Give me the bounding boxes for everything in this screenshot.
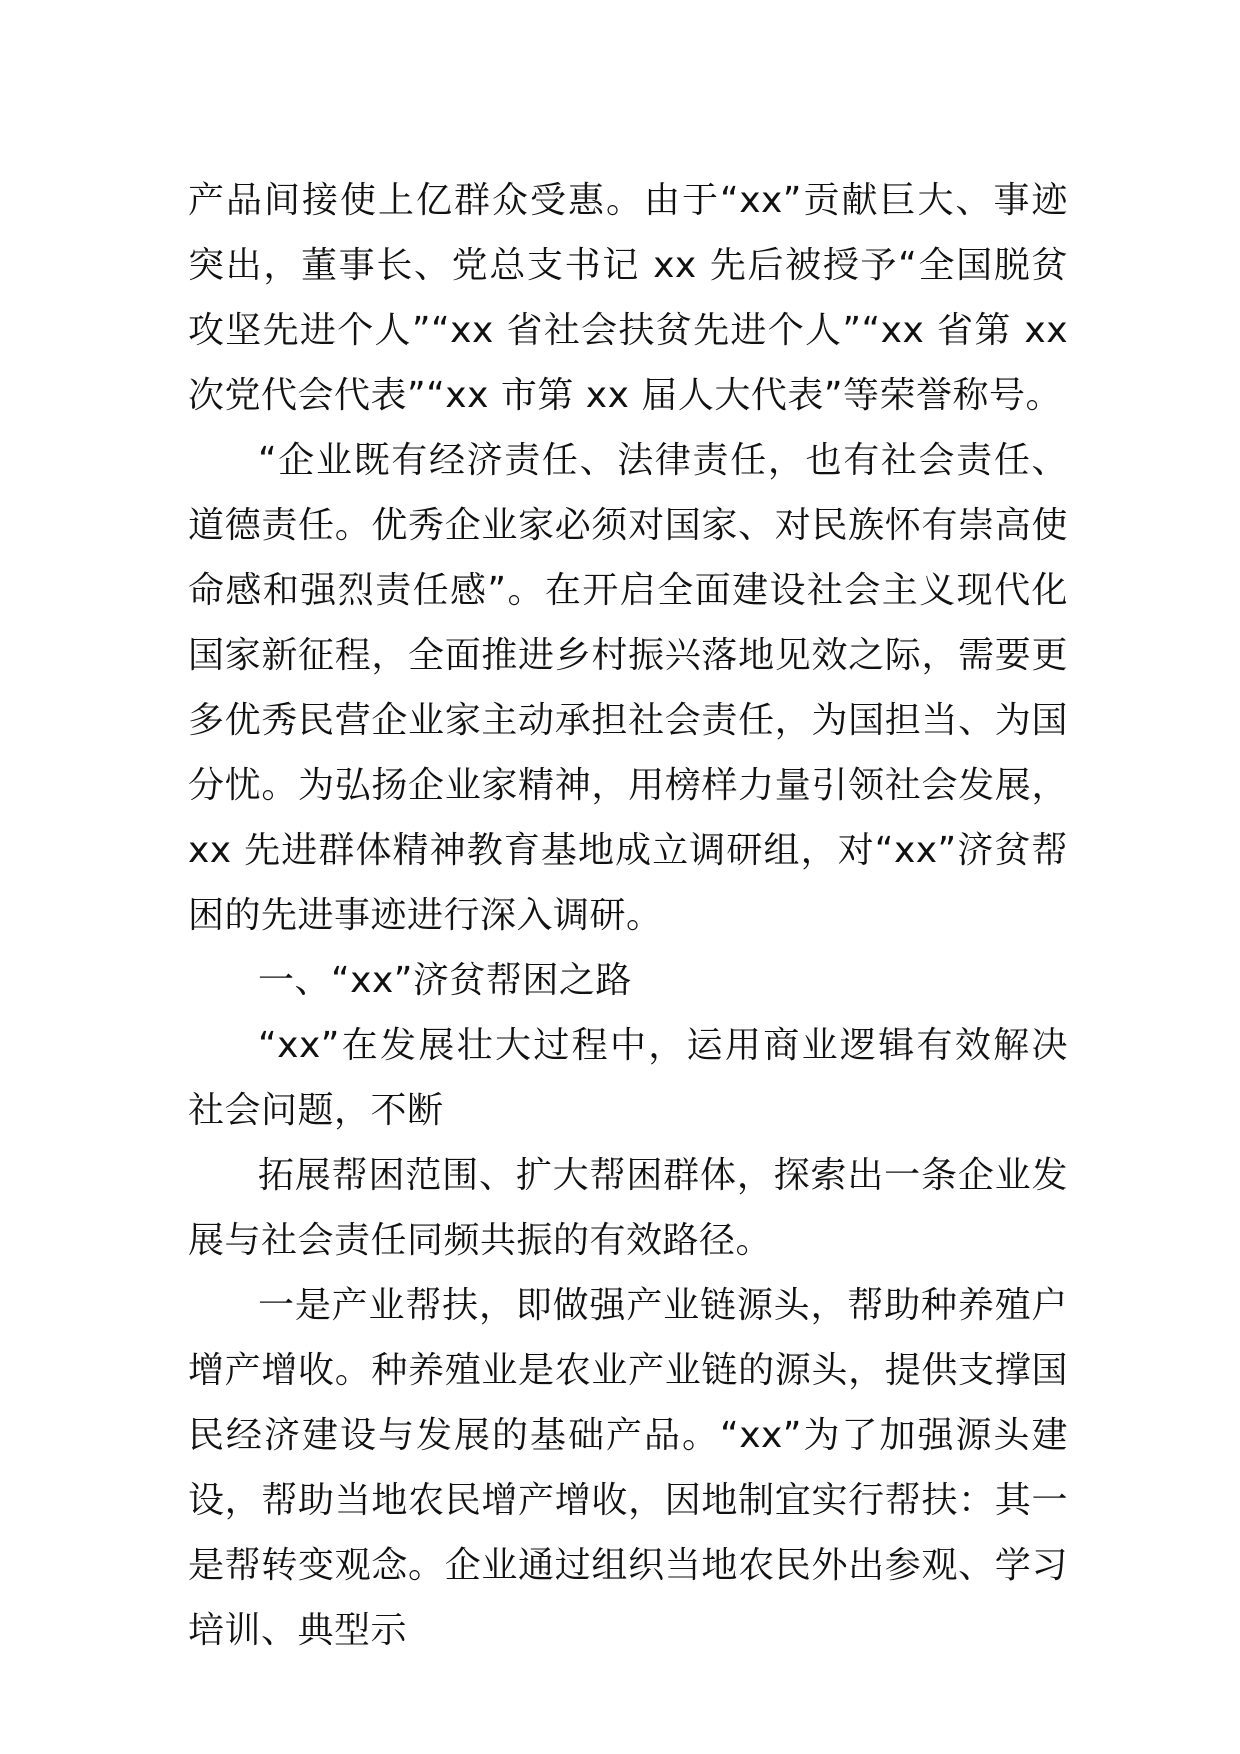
- paragraph-industry-support: 一是产业帮扶，即做强产业链源头，帮助种养殖户增产增收。种养殖业是农业产业链的源头，提供支撑国民经济建设与发展的基础产品。“xx”为了加强源头建设，帮助当地农民增产增收，因地制宜实行帮扶：其一是帮转变观念。企业通过组织当地农民外出参观、学习培训、典型示: [188, 1285, 1068, 1651]
- paragraph-responsibility: “企业既有经济责任、法律责任，也有社会责任、道德责任。优秀企业家必须对国家、对民族怀有崇高使命感和强烈责任感”。在开启全面建设社会主义现代化国家新征程，全面推进乡村振兴落地见效之际，需要更多优秀民营企业家主动承担社会责任，为国担当、为国分忧。为弘扬企业家精神，用榜样力量引领社会发展，xx 先进群体精神教育基地成立调研组，对“xx”济贫帮困的先进事迹进行深入调研。: [188, 440, 1068, 936]
- paragraph-expansion: 拓展帮困范围、扩大帮困群体，探索出一条企业发展与社会责任同频共振的有效路径。: [188, 1155, 1068, 1261]
- paragraph-development: “xx”在发展壮大过程中，运用商业逻辑有效解决社会问题，不断: [188, 1025, 1068, 1131]
- paragraph-honors: 产品间接使上亿群众受惠。由于“xx”贡献巨大、事迹突出，董事长、党总支书记 xx 先后被授予“全国脱贫攻坚先进个人”“xx 省社会扶贫先进个人”“xx 省第 xx 次党代会代表”“xx 市第 xx 届人大代表”等荣誉称号。: [188, 180, 1068, 416]
- section-heading: 一、“xx”济贫帮困之路: [258, 960, 632, 1001]
- document-body: [188, 168, 1068, 1663]
